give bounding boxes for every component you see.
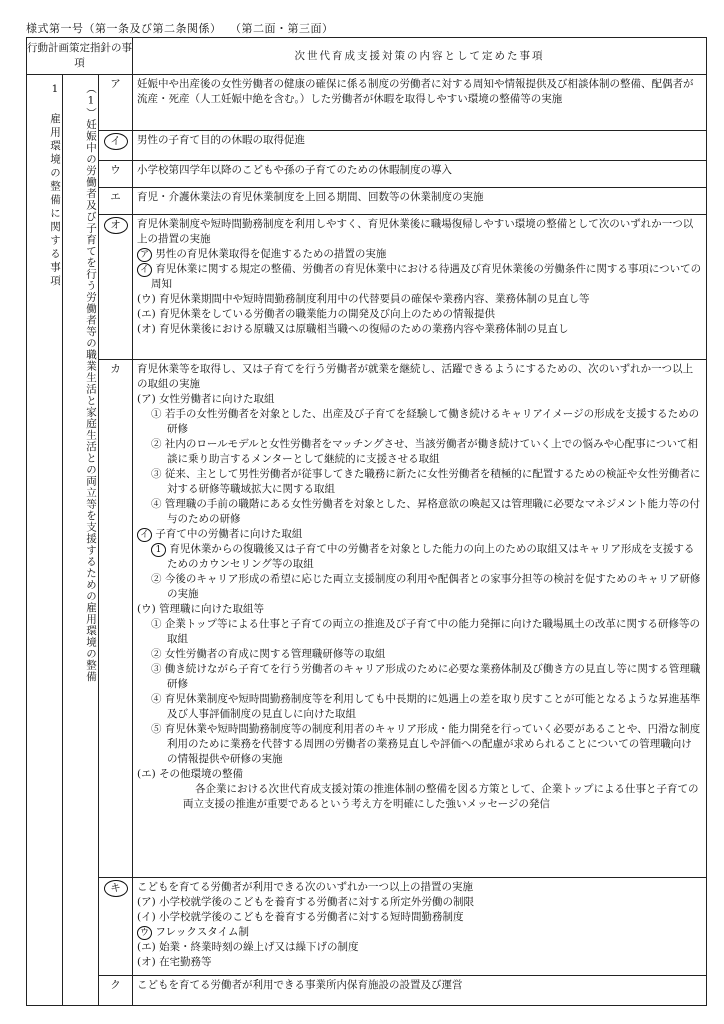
row-f-item	[137, 647, 702, 662]
row-f-item	[137, 437, 702, 467]
form-title: 様式第一号（第一条及び第二条関係）	[26, 22, 222, 35]
row-f-item	[137, 497, 702, 527]
row-content-a	[133, 75, 707, 131]
row-g-item	[137, 910, 702, 925]
row-e-items	[137, 247, 702, 337]
header-left-cell: 行動計画策定指針の事項	[27, 38, 133, 75]
row-f-item-mark: ③	[151, 468, 162, 480]
row-f-group-title	[137, 767, 702, 782]
row-f-group-title-text: 子育て中の労働者に向けた取組	[155, 528, 303, 540]
row-f-item-text: 育児休業や短時間勤務制度等の制度利用者のキャリア形成・能力開発を行っていく必要があることや、円滑な制度利用のために業務を代替する周囲の労働者の業務見直しや評価への配慮が求められることについての管理職向けの情報提供や研修の実施	[164, 723, 701, 765]
row-f-item-text: 管理職の手前の職階にある女性労働者を対象とした、昇格意欲の喚起又は管理職に必要なマネジメント能力等の付与のための研修	[164, 498, 701, 525]
row-letter-g	[99, 878, 133, 976]
letter-f-text: カ	[110, 363, 121, 375]
row-g-item-mark: ウ	[137, 926, 152, 940]
circled-letter-e: オ	[104, 217, 128, 234]
row-f-group-title	[137, 392, 702, 407]
row-g-item	[137, 895, 702, 910]
row-f-item-mark: ②	[151, 573, 162, 585]
row-d-text: 育児・介護休業法の育児休業制度を上回る期間、回数等の休業制度の実施	[137, 191, 484, 203]
row-e-item-text: 育児休業をしている労働者の職業能力の開発及び向上のための情報提供	[159, 308, 496, 320]
row-f-group-mark: イ	[137, 528, 152, 542]
row-g-item-mark: (ア)	[137, 896, 156, 908]
circled-letter-b: イ	[104, 133, 128, 150]
row-f-group-mark: (ウ)	[137, 603, 156, 615]
header-right-cell: 次世代育成支援対策の内容として定めた事項	[133, 38, 707, 75]
row-content-d	[133, 188, 707, 215]
row-g-items	[137, 895, 702, 970]
row-e-item	[137, 322, 702, 337]
row-h-text: こどもを育てる労働者が利用できる事業所内保育施設の設置及び運営	[137, 979, 463, 991]
row-f-item-mark: ②	[151, 648, 162, 660]
row-f-group-title-text: その他環境の整備	[159, 768, 244, 780]
row-f-item	[137, 662, 702, 692]
row-e-item-mark: (エ)	[137, 308, 156, 320]
row-letter-b	[99, 131, 133, 161]
row-f-item-text: 若手の女性労働者を対象とした、出産及び子育てを経験して働き続けるキャリアイメージの形成を支援するための研修	[164, 408, 700, 435]
row-e-item-mark: ア	[137, 248, 152, 262]
row-content-e	[133, 215, 707, 360]
row-e-item	[137, 262, 702, 292]
row-f-item	[137, 692, 702, 722]
row-f-item	[137, 467, 702, 497]
row-e-text: 育児休業制度や短時間勤務制度を利用しやすく、育児休業後に職場復帰しやすい環境の整備として次のいずれか一つ以上の措置の実施	[137, 218, 694, 245]
row-f-item	[137, 407, 702, 437]
row-content-h	[133, 976, 707, 1006]
row-g-item-text: 小学校就学後のこどもを養育する労働者に対する短時間勤務制度	[159, 911, 464, 923]
row-g-text: こどもを育てる労働者が利用できる次のいずれか一つ以上の措置の実施	[137, 881, 474, 893]
row-f-item-text: 今後のキャリア形成の希望に応じた両立支援制度の利用や配偶者との家事分担等の検討を促すためのキャリア研修の実施	[164, 573, 701, 600]
row-e-item	[137, 247, 702, 262]
row-e-item-text: 育児休業に関する規定の整備、労働者の育児休業中における待遇及び育児休業後の労働条件に関する事項についての周知	[151, 263, 702, 290]
row-f-text: 育児休業等を取得し、又は子育てを行う労働者が就業を継続し、活躍できるようにするための、次のいずれか一つ以上の取組の実施	[137, 363, 694, 390]
row-e-item-mark: (オ)	[137, 323, 156, 335]
row-f-group-title	[137, 602, 702, 617]
row-e-item-mark: (ウ)	[137, 293, 156, 305]
row-c-text: 小学校第四学年以降のこどもや孫の子育てのための休暇制度の導入	[137, 164, 453, 176]
row-g-item	[137, 925, 702, 940]
row-g-item	[137, 955, 702, 970]
row-e-item	[137, 292, 702, 307]
row-letter-c	[99, 161, 133, 188]
row-content-c	[133, 161, 707, 188]
row-f-item-text: 社内のロールモデルと女性労働者をマッチングさせ、当該労働者が働き続けていく上での悩みや心配事について相談に乗り助言するメンターとして継続的に支援させる取組	[164, 438, 698, 465]
row-f-item-text: 女性労働者の育成に関する管理職研修等の取組	[164, 648, 386, 660]
row-f-item-mark: ②	[151, 438, 162, 450]
row-letter-h	[99, 976, 133, 1006]
row-letter-e	[99, 215, 133, 360]
row-e-item-text: 育児休業後における原職又は原職相当職への復帰のための業務内容や業務体制の見直し	[159, 323, 569, 335]
row-f-item-mark: ④	[151, 693, 162, 705]
row-g-item	[137, 940, 702, 955]
row-g-item-text: 始業・終業時刻の繰上げ又は繰下げの制度	[159, 941, 359, 953]
letter-h-text: ク	[110, 979, 121, 991]
row-letter-a	[99, 75, 133, 131]
row-f-item-mark: ①	[151, 618, 162, 630]
circled-letter-g: キ	[104, 880, 128, 897]
row-f-item-text: 育児休業制度や短時間勤務制度等を利用しても中長期的に処遇上の差を取り戻すことが可能となるような昇進基準及び人事評価制度の見直しに向けた取組	[164, 693, 701, 720]
row-f-item	[137, 722, 702, 767]
form-title-line	[26, 20, 706, 37]
row-f-item-text: 働き続けながら子育てを行う労働者のキャリア形成のために必要な業務体制及び働き方の見直し等に関する管理職研修	[164, 663, 701, 690]
row-content-g	[133, 878, 707, 976]
row-f-group-mark: (エ)	[137, 768, 156, 780]
letter-d-text: エ	[110, 191, 121, 203]
row-g-item-text: フレックスタイム制	[155, 926, 250, 938]
row-f-item	[137, 572, 702, 602]
row-f-item-mark: ⑤	[151, 723, 162, 735]
row-f-item-mark: ③	[151, 663, 162, 675]
row-f-group-title-text: 管理職に向けた取組等	[159, 603, 265, 615]
row-g-item-mark: (イ)	[137, 911, 156, 923]
row-a-text: 妊娠中や出産後の女性労働者の健康の確保に係る制度の労働者に対する周知や情報提供及び相談体制の整備、配偶者が流産・死産（人工妊娠中絶を含む。）した労働者が休暇を取得しやすい環境の整備等の実施	[137, 78, 694, 105]
row-f-item	[137, 542, 702, 572]
row-letter-d	[99, 188, 133, 215]
row-letter-f	[99, 360, 133, 878]
plan-table	[26, 37, 707, 1006]
row-e-item-text: 育児休業期間中や短時間勤務制度利用中の代替要員の確保や業務内容、業務体制の見直し等	[159, 293, 590, 305]
row-f-item-text: 企業トップ等による仕事と子育ての両立の推進及び子育て中の能力発揮に向けた職場風土の改革に関する研修等の取組	[164, 618, 701, 645]
category-1-cell: 1 雇用環境の整備に関する事項	[27, 75, 63, 1006]
form-subtitle: （第二面・第三面）	[235, 22, 334, 35]
row-g-item-mark: (エ)	[137, 941, 156, 953]
row-e-item	[137, 307, 702, 322]
row-e-item-text: 男性の育児休業取得を促進するための措置の実施	[155, 248, 387, 260]
category-1-1-cell: （1）妊娠中の労働者及び子育てを行う労働者等の職業生活と家庭生活との両立等を支援するための雇用環境の整備	[63, 75, 99, 1006]
row-f-item	[137, 617, 702, 647]
row-f-item-mark: 1	[151, 543, 166, 557]
row-f-group-title-text: 女性労働者に向けた取組	[159, 393, 275, 405]
row-g-item-mark: (オ)	[137, 956, 156, 968]
row-f-paragraph: 各企業における次世代育成支援対策の推進体制の整備を図る方策として、企業トップによる仕事と子育ての両立支援の推進が重要であるという考え方を明確にした強いメッセージの発信	[183, 783, 699, 810]
row-f-item-text: 育児休業からの復職後又は子育て中の労働者を対象とした能力の向上のための取組又はキャリア形成を支援するためのカウンセリング等の取組	[167, 543, 695, 570]
row-f-group-title	[137, 527, 702, 542]
row-e-item-mark: イ	[137, 263, 152, 277]
row-f-item-text: 従来、主として男性労働者が従事してきた職務に新たに女性労働者を積極的に配置するための検証や女性労働者に対する研修等職域拡大に関する取組	[164, 468, 701, 495]
row-content-b	[133, 131, 707, 161]
row-content-f	[133, 360, 707, 878]
form-page	[26, 20, 706, 1006]
row-f-group-mark: (ア)	[137, 393, 156, 405]
row-f-groups	[137, 392, 702, 812]
row-g-item-text: 在宅勤務等	[159, 956, 212, 968]
row-f-item-mark: ④	[151, 498, 162, 510]
row-g-item-text: 小学校就学後のこどもを養育する労働者に対する所定外労働の制限	[159, 896, 475, 908]
row-f-item-mark: ①	[151, 408, 162, 420]
letter-c-text: ウ	[110, 164, 121, 176]
letter-a-text: ア	[110, 78, 121, 90]
row-b-text: 男性の子育て目的の休暇の取得促進	[137, 134, 306, 146]
